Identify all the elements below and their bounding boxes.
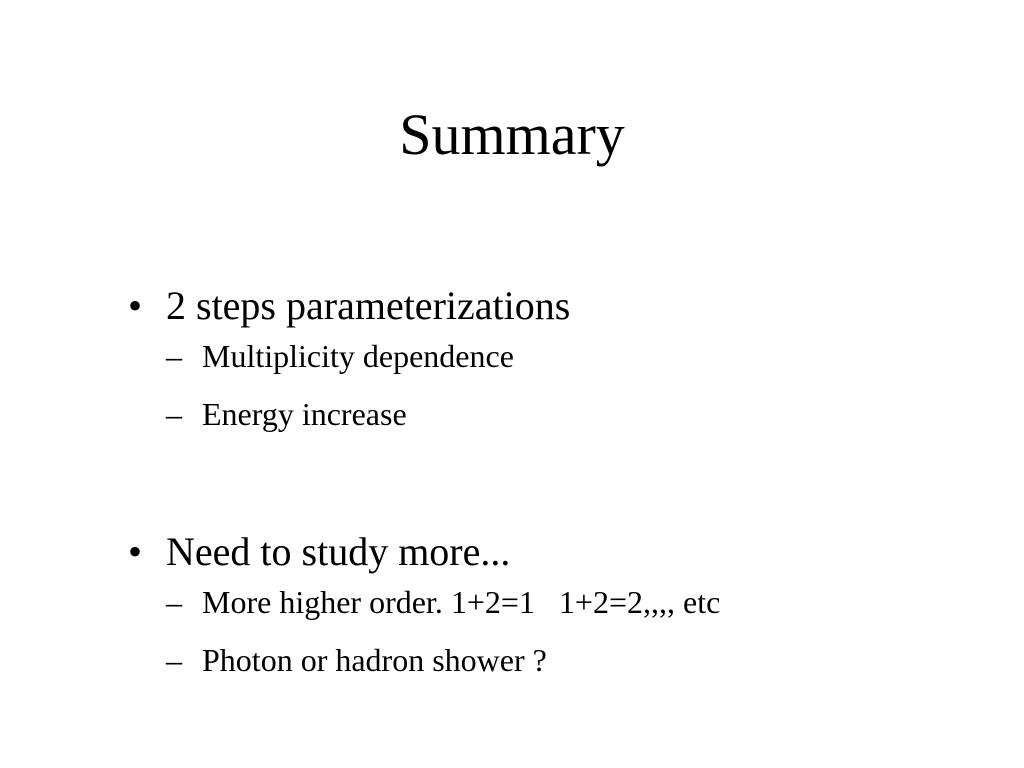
slide-title: Summary bbox=[399, 102, 625, 167]
sub-bullet-item bbox=[134, 603, 547, 717]
bullet-marker: • bbox=[128, 529, 143, 574]
sub-bullet-marker: – bbox=[166, 396, 182, 432]
sub-bullet-text: Multiplicity dependence bbox=[202, 338, 514, 374]
sub-bullet-marker: – bbox=[166, 584, 182, 620]
bullet-text: 2 steps parameterizations bbox=[166, 283, 571, 328]
bullet-text: Need to study more... bbox=[166, 529, 511, 574]
sub-bullet-marker: – bbox=[166, 642, 182, 678]
sub-bullet-text: More higher order. 1+2=1 1+2=2,,,, etc bbox=[202, 584, 721, 620]
sub-bullet-item bbox=[134, 357, 407, 471]
sub-bullet-marker: – bbox=[166, 338, 182, 374]
bullet-marker: • bbox=[128, 283, 143, 328]
sub-bullet-text: Photon or hadron shower ? bbox=[202, 642, 547, 678]
sub-bullet-text: Energy increase bbox=[202, 396, 407, 432]
